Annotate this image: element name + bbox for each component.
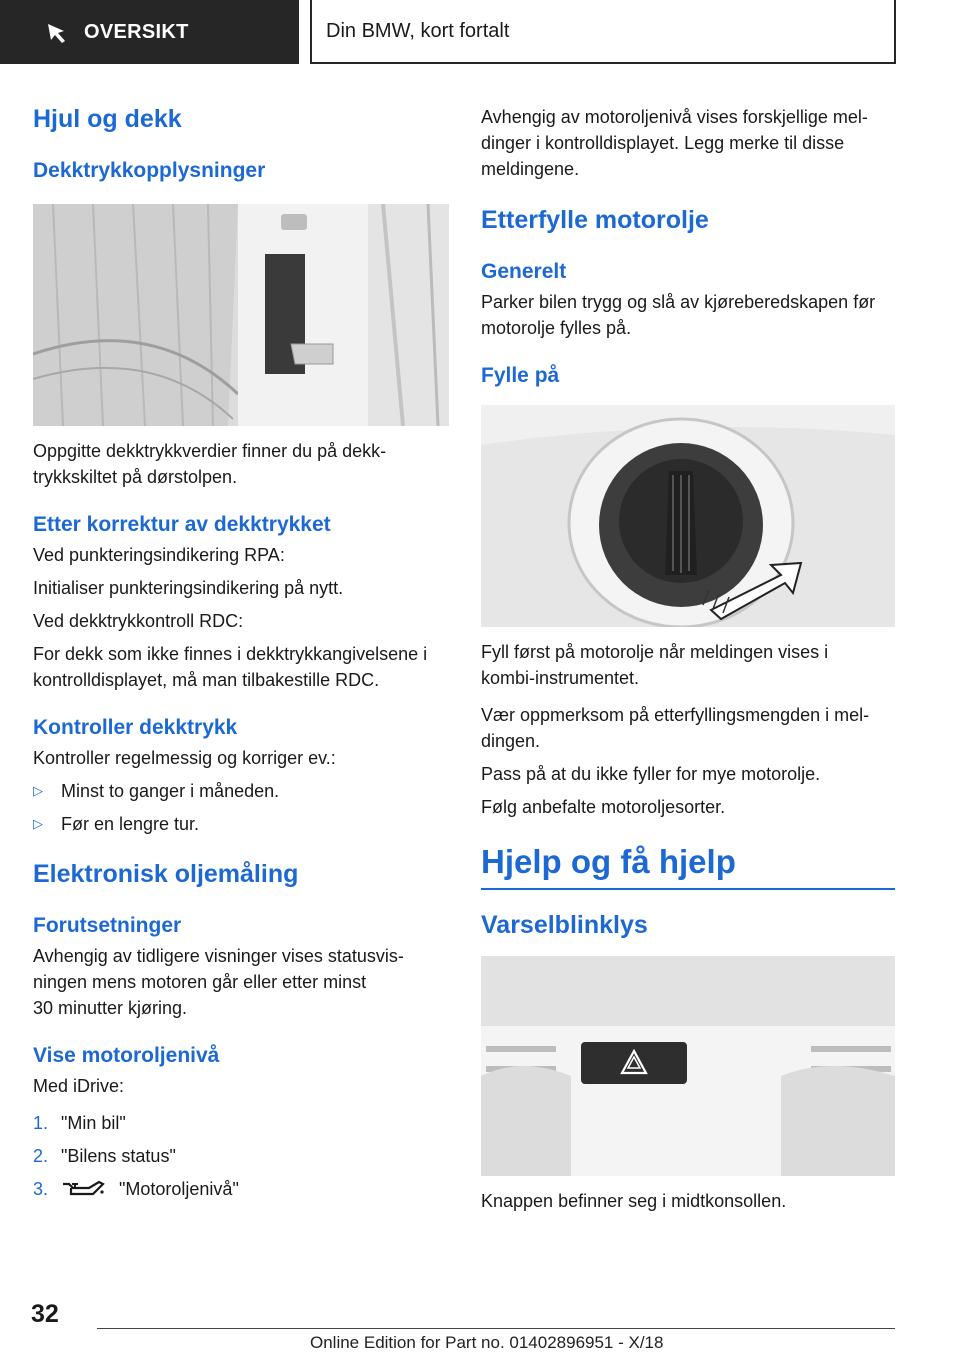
heading-hazard-lights: Varselblinklys	[481, 911, 648, 939]
amount-line-2: dingen.	[481, 731, 541, 751]
heading-general: Generelt	[481, 260, 567, 283]
right-column	[481, 100, 895, 1214]
bmw-pointer-icon	[44, 18, 72, 46]
hazard-button-illustration	[481, 956, 895, 1176]
not-too-much: Pass på at du ikke fyller for mye motorolje.	[481, 764, 821, 784]
rdc-text-line-2: kontrolldisplayet, må man tilbakestille RDC.	[33, 670, 380, 690]
list-item	[33, 811, 449, 837]
rdc-text-line-1: For dekk som ikke finnes i dekktrykkangivelsene i	[33, 644, 428, 664]
rdc-label: Ved dekktrykkontroll RDC:	[33, 611, 244, 631]
heading-show-oil-level: Vise motoroljenivå	[33, 1044, 220, 1067]
step-number: 1.	[33, 1113, 49, 1133]
tab-overview[interactable]	[0, 0, 299, 64]
door-pillar-photo	[33, 204, 449, 426]
tire-caption-line-2: trykkskiltet på dørstolpen.	[33, 467, 238, 487]
bullet-marker: ▷	[33, 783, 43, 798]
prereq-line-2: ningen mens motoren går eller etter minst	[33, 972, 367, 992]
fill-line-1: Fyll først på motorolje når meldingen vises i	[481, 642, 829, 662]
amount-line-1: Vær oppmerksom på etterfyllingsmengden i mel‐	[481, 705, 870, 725]
list-item	[33, 1143, 449, 1169]
door-pillar-illustration	[33, 204, 449, 426]
step-text: "Min bil"	[61, 1113, 126, 1133]
section-title: Din BMW, kort fortalt	[326, 19, 510, 42]
list-item	[33, 778, 449, 804]
step-number: 3.	[33, 1179, 49, 1199]
heading-prerequisites: Forutsetninger	[33, 914, 182, 937]
heading-refill-oil: Etterfylle motorolje	[481, 206, 709, 234]
check-intro: Kontroller regelmessig og korriger ev.:	[33, 748, 336, 768]
idrive-label: Med iDrive:	[33, 1076, 125, 1096]
oil-cap-photo	[481, 405, 895, 627]
hazard-caption: Knappen befinner seg i midtkonsollen.	[481, 1191, 787, 1211]
heading-help: Hjelp og få hjelp	[481, 843, 736, 880]
step-number: 2.	[33, 1146, 49, 1166]
step-text: "Motoroljenivå"	[119, 1179, 239, 1199]
general-line-2: motorolje fylles på.	[481, 318, 632, 338]
heading-check-pressure: Kontroller dekktrykk	[33, 716, 238, 739]
intro-line-2: dinger i kontrolldisplayet. Legg merke til disse	[481, 133, 845, 153]
heading-tire-info: Dekktrykkopplysninger	[33, 159, 266, 182]
step-text: "Bilens status"	[61, 1146, 176, 1166]
general-line-1: Parker bilen trygg og slå av kjøreberedskapen før	[481, 292, 876, 312]
heading-after-correction: Etter korrektur av dekktrykket	[33, 513, 331, 536]
list-item	[33, 1176, 449, 1202]
rpa-action: Initialiser punkteringsindikering på nytt.	[33, 578, 344, 598]
left-column	[33, 100, 449, 1202]
section-title-tab[interactable]	[310, 0, 896, 64]
hazard-button-photo	[481, 956, 895, 1176]
prereq-line-1: Avhengig av tidligere visninger vises statusvis‐	[33, 946, 404, 966]
intro-line-1: Avhengig av motoroljenivå vises forskjellige mel‐	[481, 107, 868, 127]
tire-caption-line-1: Oppgitte dekktrykkverdier finner du på dekk‐	[33, 441, 387, 461]
tab-overview-label: OVERSIKT	[84, 20, 189, 43]
footer-divider	[97, 1328, 895, 1329]
list-item-text: Minst to ganger i måneden.	[61, 781, 280, 801]
oil-cap-illustration	[481, 405, 895, 627]
list-item	[33, 1110, 449, 1136]
page-footer	[0, 1290, 960, 1362]
fill-line-2: kombi-instrumentet.	[481, 668, 640, 688]
recommended-oil: Følg anbefalte motoroljesorter.	[481, 797, 726, 817]
rpa-label: Ved punkteringsindikering RPA:	[33, 545, 285, 565]
heading-wheels-tires: Hjul og dekk	[33, 105, 182, 133]
page-number: 32	[31, 1300, 59, 1328]
intro-line-3: meldingene.	[481, 159, 580, 179]
prereq-line-3: 30 minutter kjøring.	[33, 998, 188, 1018]
page-header	[0, 0, 960, 66]
bullet-marker: ▷	[33, 816, 43, 831]
heading-oil-measurement: Elektronisk oljemåling	[33, 860, 299, 888]
heading-fill: Fylle på	[481, 364, 560, 387]
edition-text: Online Edition for Part no. 01402896951 - X/18	[310, 1333, 664, 1352]
list-item-text: Før en lengre tur.	[61, 814, 200, 834]
help-heading-block	[481, 842, 895, 890]
oil-can-icon	[61, 1178, 105, 1200]
